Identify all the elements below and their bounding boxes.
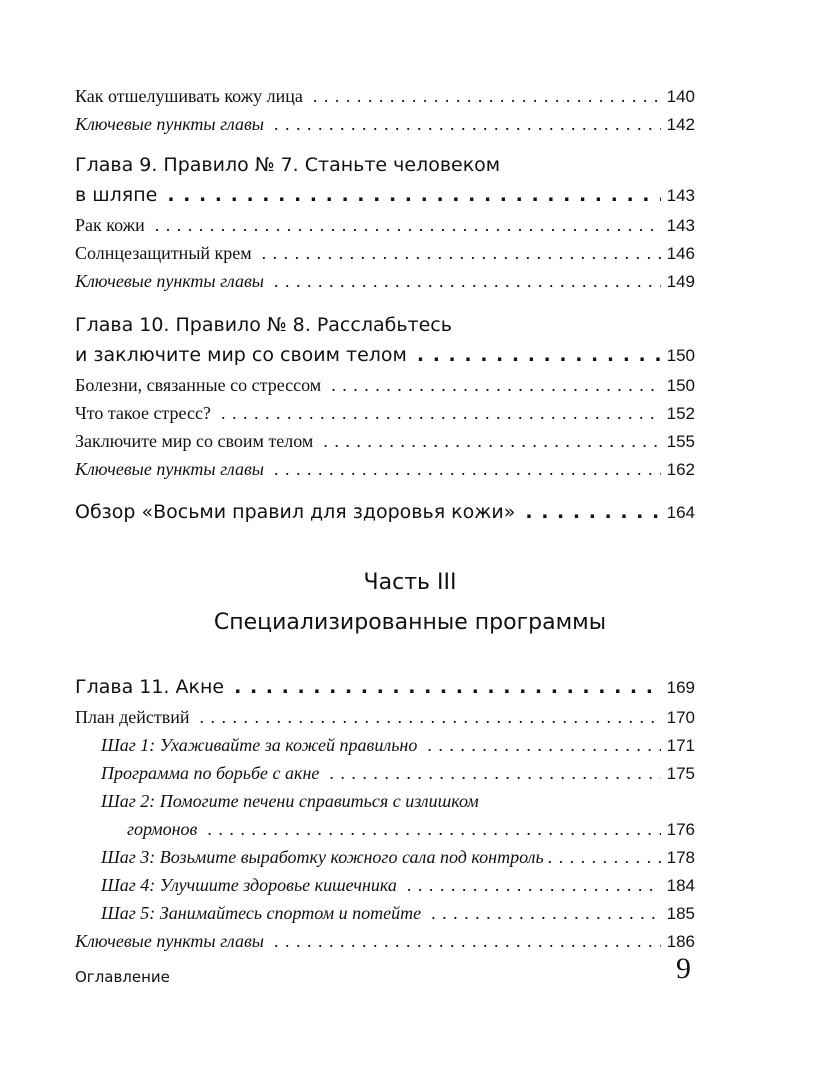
toc-subentry[interactable] <box>75 731 695 759</box>
toc-subentry[interactable] <box>75 759 695 787</box>
toc-entry-title: Шаг 5: Занимайтесь спортом и потейте <box>101 903 422 923</box>
part-subtitle: Специализированные программы <box>213 610 607 635</box>
dot-leader <box>331 371 660 399</box>
toc-entry-page: 146 <box>666 244 695 263</box>
toc-entry-page: 178 <box>666 848 695 867</box>
chapter-9-heading-line1[interactable]: Глава 9. Правило № 7. Станьте человеком <box>75 154 501 176</box>
overview-entry[interactable] <box>75 497 695 528</box>
toc-entry-page: 150 <box>666 346 695 365</box>
part-title: Часть III <box>363 570 457 595</box>
toc-entry-title: Шаг 1: Ухаживайте за кожей правильно <box>101 735 418 755</box>
toc-entry-page: 184 <box>666 876 695 895</box>
toc-entry-title: Болезни, связанные со стрессом <box>75 375 322 395</box>
toc-entry-page: 142 <box>666 115 695 134</box>
toc-entry-page: 150 <box>666 376 695 395</box>
toc-entry-page: 162 <box>666 460 695 479</box>
toc-entry[interactable] <box>75 110 695 138</box>
toc-entry-title: Солнцезащитный крем <box>75 243 252 263</box>
toc-entry-title: гормонов <box>127 819 198 839</box>
page-number: 9 <box>676 952 691 985</box>
dot-leader <box>262 239 661 267</box>
chapter-11-heading[interactable] <box>75 672 695 703</box>
chapter-11-title: Глава 11. Акне <box>75 676 225 698</box>
toc-entry[interactable] <box>75 371 695 399</box>
toc-entry-page: 140 <box>666 87 695 106</box>
toc-entry-title: Ключевые пункты главы <box>75 271 264 291</box>
toc-entry-title: Как отшелушивать кожу лица <box>75 86 303 106</box>
toc-subentry[interactable] <box>75 843 695 871</box>
toc-entry[interactable] <box>75 267 695 295</box>
toc-entry-page: 152 <box>666 404 695 423</box>
toc-entry-page: 143 <box>666 216 695 235</box>
toc-entry-title: Программа по борьбе с акне <box>101 763 320 783</box>
dot-leader <box>427 731 660 759</box>
toc-entry-title: Заключите мир со своим телом <box>75 431 314 451</box>
chapter-9-heading-line2: в шляпе <box>75 184 158 206</box>
toc-entry-page: 186 <box>666 932 695 951</box>
chapter-10-heading-line2: и заключите мир со своим телом <box>75 344 407 366</box>
table-of-contents-part3 <box>75 672 695 955</box>
chapter-10-heading-line1[interactable]: Глава 10. Правило № 8. Расслабьтесь <box>75 314 452 336</box>
toc-entry-title: Ключевые пункты главы <box>75 931 264 951</box>
dot-leader <box>431 899 661 927</box>
toc-entry-page: 185 <box>666 904 695 923</box>
toc-entry-title: Шаг 4: Улучшите здоровье кишечника <box>101 875 397 895</box>
toc-entry-page: 143 <box>666 186 695 205</box>
toc-entry-title: План действий <box>75 707 190 727</box>
toc-entry-page: 169 <box>666 678 695 697</box>
toc-entry-page: 176 <box>666 820 695 839</box>
toc-subentry-line1[interactable]: Шаг 2: Помогите печени справиться с излишком <box>101 791 479 811</box>
toc-entry-title: Рак кожи <box>75 215 145 235</box>
toc-entry[interactable] <box>75 211 695 239</box>
toc-entry-page: 149 <box>666 272 695 291</box>
toc-entry[interactable] <box>75 399 695 427</box>
chapter-9-heading[interactable] <box>75 180 695 211</box>
dot-leader <box>525 497 660 527</box>
toc-entry[interactable] <box>75 427 695 455</box>
dot-leader <box>221 399 661 427</box>
toc-entry[interactable] <box>75 703 695 731</box>
dot-leader <box>417 340 661 370</box>
dot-leader <box>200 703 661 731</box>
part-heading <box>70 563 750 643</box>
toc-subentry[interactable] <box>75 899 695 927</box>
toc-entry-page: 170 <box>666 708 695 727</box>
dot-leader <box>313 82 661 110</box>
dot-leader <box>329 759 660 787</box>
toc-entry[interactable] <box>75 82 695 110</box>
toc-entry[interactable] <box>75 455 695 483</box>
toc-subentry[interactable] <box>75 815 695 843</box>
toc-subentry[interactable] <box>75 871 695 899</box>
dot-leader <box>274 110 661 138</box>
dot-leader <box>167 180 660 210</box>
dot-leader <box>274 267 661 295</box>
toc-entry[interactable] <box>75 239 695 267</box>
toc-entry[interactable] <box>75 927 695 955</box>
dot-leader <box>274 455 661 483</box>
dot-leader <box>234 672 661 702</box>
toc-entry-page: 164 <box>666 503 695 522</box>
toc-entry-page: 171 <box>666 736 695 755</box>
dot-leader <box>207 815 660 843</box>
overview-title: Обзор «Восьми правил для здоровья кожи» <box>75 501 516 523</box>
dot-leader <box>274 927 661 955</box>
dot-leader <box>323 427 660 455</box>
toc-entry-title: Ключевые пункты главы <box>75 459 264 479</box>
chapter-10-heading[interactable] <box>75 340 695 371</box>
dot-leader <box>407 871 661 899</box>
footer-section-label: Оглавление <box>75 968 170 986</box>
toc-entry-title: Что такое стресс? <box>75 403 211 423</box>
toc-entry-title: Шаг 3: Возьмите выработку кожного сала под контроль <box>101 847 544 867</box>
table-of-contents <box>75 82 695 528</box>
dot-leader <box>548 843 661 871</box>
dot-leader <box>155 211 661 239</box>
toc-entry-title: Ключевые пункты главы <box>75 114 264 134</box>
toc-entry-page: 175 <box>666 764 695 783</box>
toc-entry-page: 155 <box>666 432 695 451</box>
